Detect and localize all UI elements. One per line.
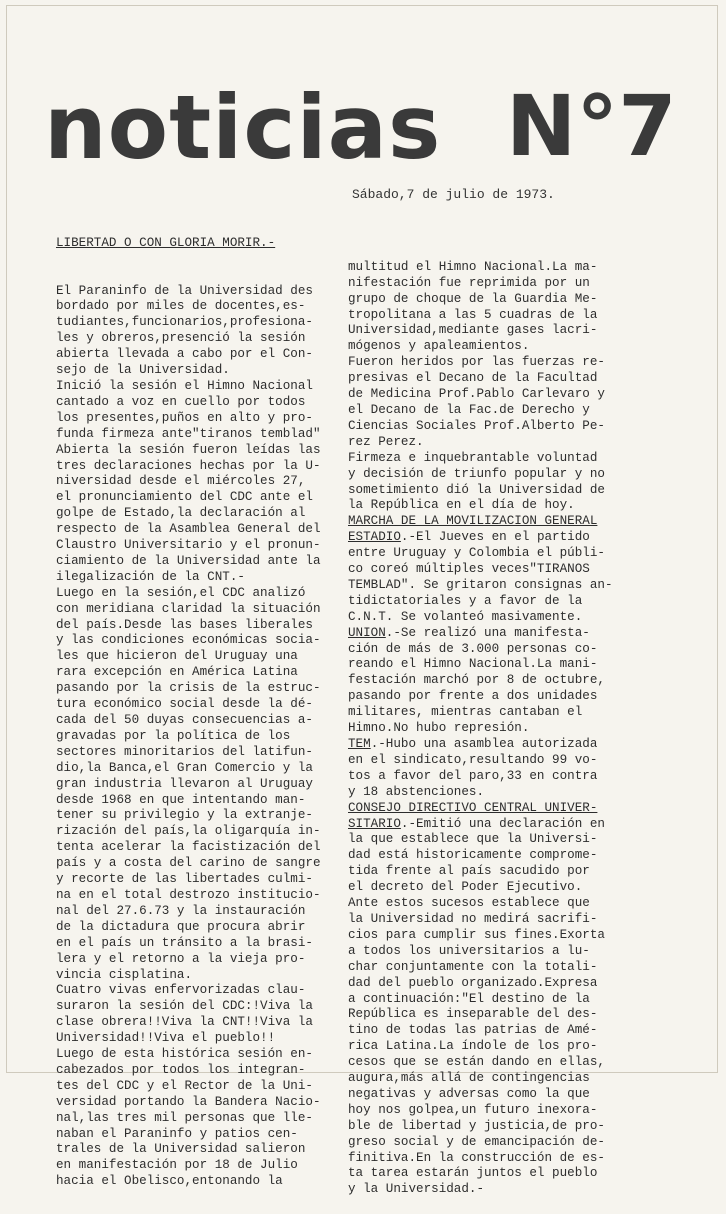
text-line: país y a costa del carino de sangre [56, 856, 321, 871]
text-line: nal del 27.6.73 y la instauración [56, 903, 306, 918]
section-heading: SITARIO [348, 816, 401, 831]
text-line: cesos que se están dando en ellas, [348, 1055, 605, 1070]
section-heading: MARCHA DE LA MOVILIZACION GENERAL [348, 514, 598, 529]
section-heading: TEM [348, 737, 371, 751]
text-line [348, 801, 613, 817]
text-line: UNION.-Se realizó una manifesta- [348, 625, 590, 640]
text-line: con meridiana claridad la situación [56, 601, 321, 616]
text-line: grupo de choque de la Guardia Me- [348, 291, 598, 306]
text-line: tener su privilegio y la extranje- [56, 808, 313, 823]
text-line: la República en el día de hoy. [348, 498, 575, 513]
issue-number: N°7 [506, 77, 677, 175]
text-line: en el sindicato,resultando 99 vo- [348, 752, 598, 767]
text-line: na en el total destrozo institucio- [56, 887, 321, 902]
text-line: augura,más allá de contingencias [348, 1071, 590, 1086]
text-line: co coreó múltiples veces"TIRANOS [348, 562, 590, 577]
text-line: El Paraninfo de la Universidad des [56, 283, 313, 298]
article-heading: LIBERTAD O CON GLORIA MORIR.- [56, 235, 276, 250]
text-line: sectores minoritarios del latifun- [56, 744, 313, 759]
left-column-text [56, 284, 321, 1191]
text-line: tropolitana a las 5 cuadras de la [348, 307, 598, 322]
text-line: TEM.-Hubo una asamblea autorizada [348, 737, 598, 751]
text-line: Abierta la sesión fueron leídas las [56, 442, 321, 457]
text-line: Ciencias Sociales Prof.Alberto Pe- [348, 418, 605, 433]
text-line: les que hicieron del Uruguay una [56, 649, 298, 664]
text-line: Fueron heridos por las fuerzas re- [348, 355, 605, 370]
text-line: del país.Desde las bases liberales [56, 617, 313, 632]
text-line: suraron la sesión del CDC:!Viva la [56, 999, 313, 1014]
text-line: negativas y adversas como la que [348, 1086, 590, 1101]
text-line: dio,la Banca,el Gran Comercio y la [56, 760, 313, 775]
text-line: Ante estos sucesos establece que [348, 896, 590, 911]
text-line: en el país un tránsito a la brasi- [56, 935, 313, 950]
text-line: respecto de la Asamblea General del [56, 522, 321, 537]
text-line: reando el Himno Nacional.La mani- [348, 657, 598, 672]
text-line: SITARIO.-Emitió una declaración en [348, 816, 605, 831]
text-line: gravadas por la política de los [56, 728, 291, 743]
section-heading: UNION [348, 625, 386, 640]
text-line: la Universidad no medirá sacrifi- [348, 911, 598, 926]
text-line: y las condiciones económicas socia- [56, 633, 321, 648]
text-line: ilegalización de la CNT.- [56, 569, 245, 584]
text-line: bordado por miles de docentes,es- [56, 299, 306, 314]
text-line: pasando por la crisis de la estruc- [56, 681, 321, 696]
text-line: finitiva.En la construcción de es- [348, 1150, 605, 1165]
right-column-text [348, 260, 613, 1198]
text-line: pasando por frente a dos unidades [348, 689, 598, 704]
text-line: sometimiento dió la Universidad de [348, 482, 605, 497]
text-line: el pronunciamiento del CDC ante el [56, 490, 313, 505]
text-line: en manifestación por 18 de Julio [56, 1158, 298, 1173]
publication-date: Sábado,7 de julio de 1973. [352, 187, 555, 202]
text-line: rara excepción en América Latina [56, 665, 298, 680]
text-line: trales de la Universidad salieron [56, 1142, 306, 1157]
text-line: Inició la sesión el Himno Nacional [56, 378, 313, 393]
text-line: ciamiento de la Universidad ante la [56, 553, 321, 568]
text-line: C.N.T. Se volanteó masivamente. [348, 609, 583, 624]
text-line: Universidad,mediante gases lacri- [348, 323, 598, 338]
text-line: tudiantes,funcionarios,profesiona- [56, 315, 313, 330]
text-line: Firmeza e inquebrantable voluntad [348, 450, 598, 465]
text-line: rez Perez. [348, 434, 424, 449]
text-line: los presentes,puños en alto y pro- [56, 410, 313, 425]
text-line: Cuatro vivas enfervorizadas clau- [56, 983, 306, 998]
text-line: y la Universidad.- [348, 1182, 485, 1197]
text-line: de Medicina Prof.Pablo Carlevaro y [348, 387, 605, 402]
text-line: y decisión de triunfo popular y no [348, 466, 605, 481]
text-line: hacia el Obelisco,entonando la [56, 1174, 283, 1189]
text-line: tres declaraciones hechas por la U- [56, 458, 321, 473]
text-line: la que establece que la Universi- [348, 832, 598, 847]
text-line [348, 514, 613, 530]
text-line: tes del CDC y el Rector de la Uni- [56, 1078, 313, 1093]
section-heading: ESTADIO [348, 530, 401, 545]
text-line: tidictatoriales y a favor de la [348, 593, 583, 608]
text-line: a todos los universitarios a lu- [348, 943, 590, 958]
text-line: nal,las tres mil personas que lle- [56, 1110, 313, 1125]
text-line: cabezados por todos los integran- [56, 1062, 306, 1077]
text-line: Luego en la sesión,el CDC analizó [56, 585, 306, 600]
text-line: festación marchó por 8 de octubre, [348, 673, 605, 688]
text-line: el Decano de la Fac.de Derecho y [348, 402, 590, 417]
text-line: tino de todas las patrias de Amé- [348, 1023, 598, 1038]
text-line: naban el Paraninfo y patios cen- [56, 1126, 298, 1141]
text-line: clase obrera!!Viva la CNT!!Viva la [56, 1015, 313, 1030]
text-line: de la dictadura que procura abrir [56, 919, 306, 934]
text-line: niversidad desde el miércoles 27, [56, 474, 306, 489]
text-line: ESTADIO.-El Jueves en el partido [348, 530, 590, 545]
text-line: tura económico social desde la dé- [56, 697, 313, 712]
text-line: militares, mientras cantaban el [348, 705, 583, 720]
text-line: vincia cisplatina. [56, 967, 193, 982]
text-line: cantado a voz en cuello por todos [56, 394, 306, 409]
text-line: dad está historicamente comprome- [348, 848, 598, 863]
text-line: greso social y de emancipación de- [348, 1134, 605, 1149]
text-line: multitud el Himno Nacional.La ma- [348, 259, 598, 274]
text-line: Luego de esta histórica sesión en- [56, 1047, 313, 1062]
section-heading: CONSEJO DIRECTIVO CENTRAL UNIVER- [348, 800, 598, 815]
text-line: nifestación fue reprimida por un [348, 275, 590, 290]
text-line: lera y el retorno a la vieja pro- [56, 951, 306, 966]
text-line: ble de libertad y justicia,de pro- [348, 1118, 605, 1133]
text-line: versidad portando la Bandera Nacio- [56, 1094, 321, 1109]
text-line: el decreto del Poder Ejecutivo. [348, 880, 583, 895]
text-line: Himno.No hubo represión. [348, 721, 530, 736]
text-line: ta tarea estarán juntos el pueblo [348, 1166, 598, 1181]
text-line: cada del 50 duyas consecuencias a- [56, 713, 313, 727]
text-line: a continuación:"El destino de la [348, 991, 590, 1006]
text-line: desde 1968 en que intentando man- [56, 792, 306, 807]
text-line: entre Uruguay y Colombia el públi- [348, 546, 605, 561]
text-line: rización del país,la oligarquía in- [56, 824, 321, 839]
text-line: República es inseparable del des- [348, 1007, 598, 1022]
text-line: funda firmeza ante"tiranos temblad" [56, 426, 321, 441]
text-line: y recorte de las libertades culmi- [56, 872, 313, 887]
text-line: hoy nos golpea,un futuro inexora- [348, 1102, 598, 1117]
text-line: Claustro Universitario y el pronun- [56, 538, 321, 553]
text-line: sejo de la Universidad. [56, 363, 230, 378]
text-line: dad del pueblo organizado.Expresa [348, 975, 598, 990]
right-column [348, 228, 613, 1214]
left-column [56, 204, 321, 1206]
text-line: TEMBLAD". Se gritaron consignas an- [348, 577, 613, 592]
text-line: gran industria llevaron al Uruguay [56, 776, 313, 791]
text-line: tos a favor del paro,33 en contra [348, 768, 598, 783]
text-line: char conjuntamente con la totali- [348, 959, 598, 974]
text-line: cios para cumplir sus fines.Exorta [348, 927, 605, 942]
text-line: ción de más de 3.000 personas co- [348, 641, 598, 656]
text-line: Universidad!!Viva el pueblo!! [56, 1031, 276, 1046]
text-line: presivas el Decano de la Facultad [348, 371, 598, 386]
text-line: abierta llevada a cabo por el Con- [56, 347, 313, 362]
text-line: les y obreros,presenció la sesión [56, 331, 306, 346]
text-line: mógenos y apaleamientos. [348, 339, 530, 354]
text-line: tenta acelerar la facistización del [56, 840, 321, 855]
masthead-title: noticias [44, 76, 442, 179]
text-line: golpe de Estado,la declaración al [56, 506, 306, 521]
text-line: y 18 abstenciones. [348, 784, 485, 799]
text-line: tida frente al país sacudido por [348, 864, 590, 879]
text-line: rica Latina.La índole de los pro- [348, 1039, 598, 1054]
